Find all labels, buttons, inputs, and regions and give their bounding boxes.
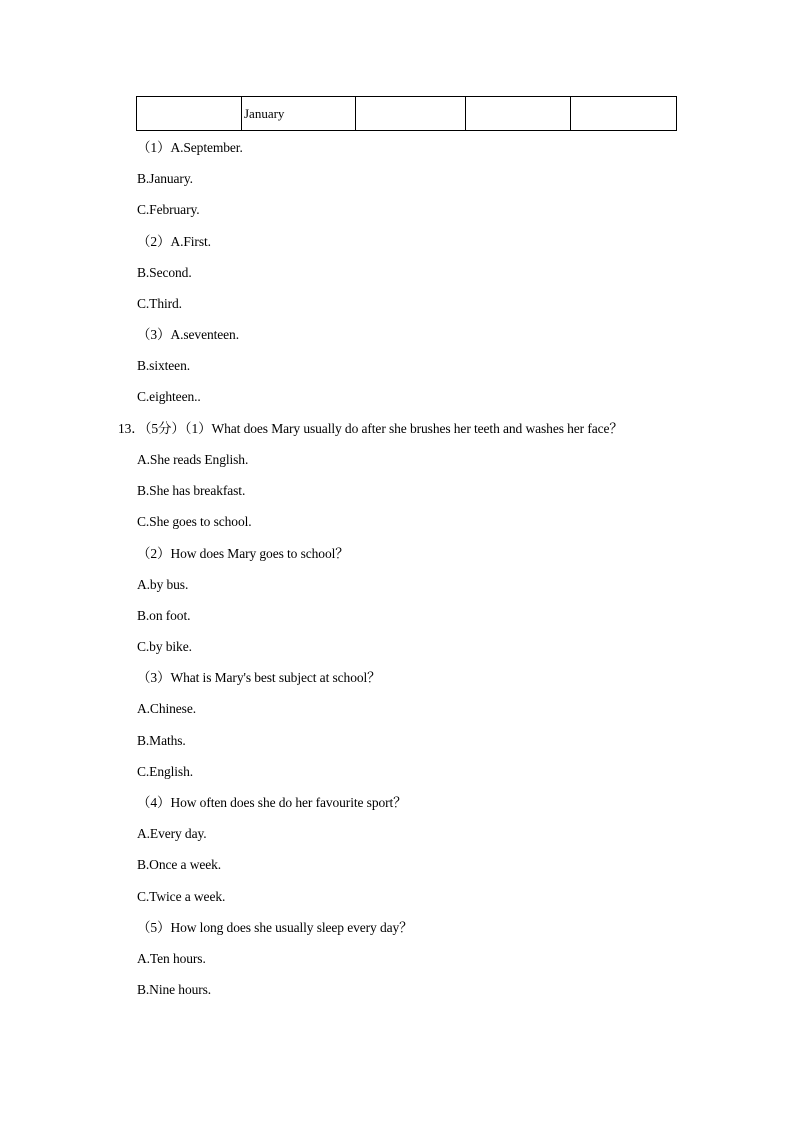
q12-sub3-option-b: B.sixteen.	[137, 358, 190, 373]
table-cell-4	[466, 97, 571, 131]
q12-sub1-option-a: （1）A.September.	[137, 140, 243, 155]
q13-sub3-option-b: B.Maths.	[137, 733, 186, 748]
q13-sub2-option-c: C.by bike.	[137, 639, 192, 654]
q13-sub3-option-a: A.Chinese.	[137, 701, 196, 716]
table-cell-2: January	[242, 97, 356, 131]
table-cell-5	[571, 97, 677, 131]
table-row	[137, 97, 677, 131]
q13-sub4-option-b: B.Once a week.	[137, 857, 222, 872]
q12-sub2-option-a: （2）A.First.	[137, 234, 211, 249]
q13-sub4-question: （4）How often does she do her favourite sport？	[137, 795, 407, 810]
q13-sub5-option-b: B.Nine hours.	[137, 982, 212, 997]
q13-sub1-option-a: A.She reads English.	[137, 452, 249, 467]
q13-sub4-option-a: A.Every day.	[137, 826, 207, 841]
q13-sub3-option-c: C.English.	[137, 764, 194, 779]
q12-sub1-option-c: C.February.	[137, 202, 200, 217]
q13-sub1-option-c: C.She goes to school.	[137, 514, 252, 529]
table-cell-3	[356, 97, 466, 131]
answer-table	[136, 96, 677, 131]
table-cell-1	[137, 97, 242, 131]
q13-sub2-question: （2）How does Mary goes to school？	[137, 546, 349, 561]
q13-sub2-option-a: A.by bus.	[137, 577, 189, 592]
q13-sub5-option-a: A.Ten hours.	[137, 951, 206, 966]
q12-sub3-option-a: （3）A.seventeen.	[137, 327, 239, 342]
q13-sub4-option-c: C.Twice a week.	[137, 889, 226, 904]
q12-sub3-option-c: C.eighteen..	[137, 389, 201, 404]
q13-sub2-option-b: B.on foot.	[137, 608, 191, 623]
q12-sub2-option-c: C.Third.	[137, 296, 182, 311]
q13-sub3-question: （3）What is Mary's best subject at school？	[137, 670, 381, 685]
question-13-stem: 13．（5分）（1）What does Mary usually do after she brushes her teeth and washes her face？	[118, 421, 623, 436]
q13-sub5-question: （5）How long does she usually sleep every day？	[137, 920, 413, 935]
q13-sub1-option-b: B.She has breakfast.	[137, 483, 246, 498]
q12-sub2-option-b: B.Second.	[137, 265, 192, 280]
q12-sub1-option-b: B.January.	[137, 171, 193, 186]
